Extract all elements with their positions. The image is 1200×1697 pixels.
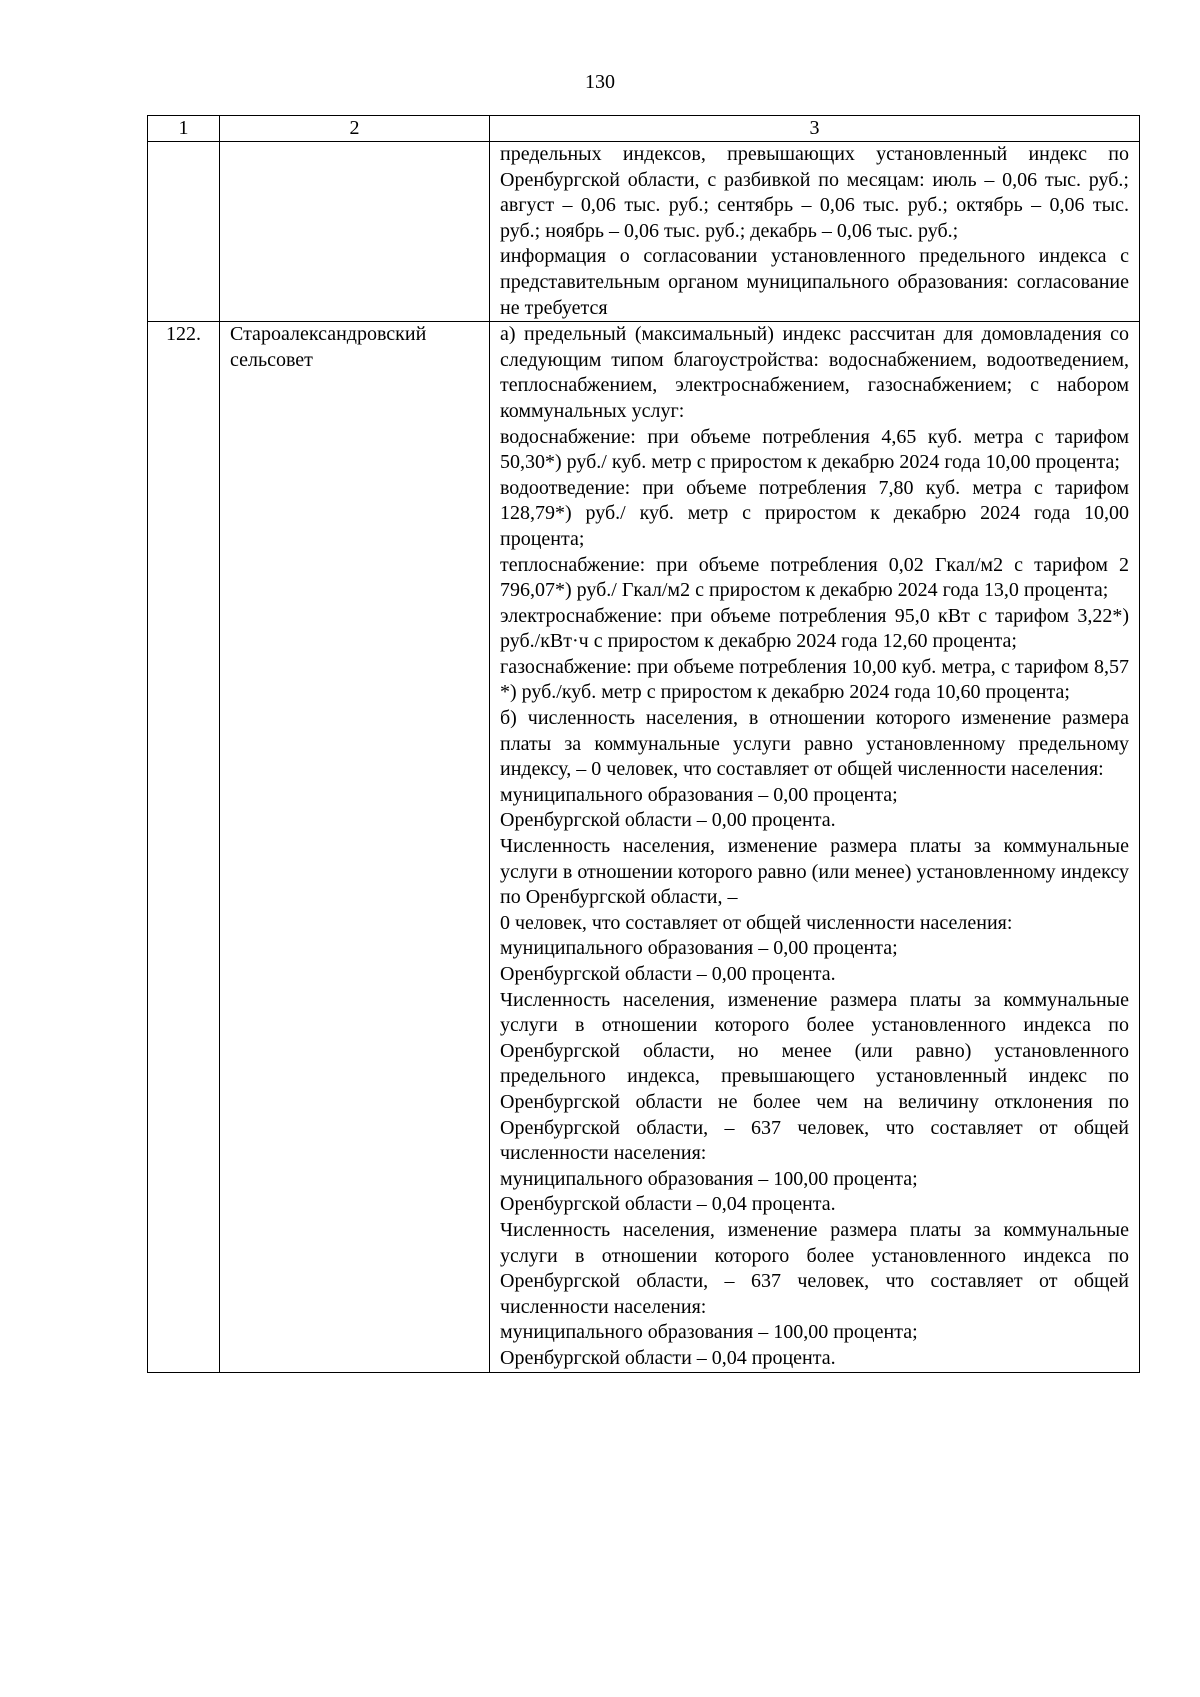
paragraph: б) численность населения, в отношении которого изменение размера платы за коммунальные услуги равно установленному предельному индексу, – 0 человек, что составляет от общей численности населения: xyxy=(500,707,1129,781)
paragraph: электроснабжение: при объеме потребления 95,0 кВт с тарифом 3,22*) руб./кВт·ч с приростом к декабрю 2024 года 12,60 процента; xyxy=(500,604,1129,653)
row-number-cell: 122. xyxy=(148,322,220,1372)
table-row-122 xyxy=(148,322,1140,1372)
paragraph: Оренбургской области – 0,04 процента. xyxy=(500,1346,836,1369)
paragraph: Численность населения, изменение размера платы за коммунальные услуги в отношении которого более установленного индекса по Оренбургской области, но менее (или равно) установленного предельного индекса, превышающего установленный индекс по Оренбургской области не более чем на величину отклонения по Оренбургской области, – 637 человек, что составляет от общей численности населения: xyxy=(500,988,1129,1165)
paragraph: предельных индексов, превышающих установленный индекс по Оренбургской области, с разбивкой по месяцам: июль – 0,06 тыс. руб.; август – 0,06 тыс. руб.; сентябрь – 0,06 тыс. руб.; октябрь – 0,06 тыс. руб.; ноябрь – 0,06 тыс. руб.; декабрь – 0,06 тыс. руб.; xyxy=(500,143,1129,242)
paragraph: теплоснабжение: при объеме потребления 0,02 Гкал/м2 с тарифом 2 796,07*) руб./ Гкал/м2 с приростом к декабрю 2024 года 13,0 процента; xyxy=(500,553,1129,602)
paragraph: Численность населения, изменение размера платы за коммунальные услуги в отношении которого более установленного индекса по Оренбургской области, – 637 человек, что составляет от общей численности населения: xyxy=(500,1218,1129,1318)
header-col-3: 3 xyxy=(490,116,1140,142)
header-col-2: 2 xyxy=(220,116,490,142)
description-cell xyxy=(490,322,1140,1372)
paragraph: Численность населения, изменение размера платы за коммунальные услуги в отношении которого равно (или менее) установленному индексу по Оренбургской области, – xyxy=(500,835,1129,909)
description-cell xyxy=(490,142,1140,322)
header-col-1: 1 xyxy=(148,116,220,142)
paragraph: муниципального образования – 100,00 процента; xyxy=(500,1167,918,1190)
paragraph: информация о согласовании установленного предельного индекса с представительным органом муниципального образования: согласование не требуется xyxy=(500,245,1129,319)
paragraph: муниципального образования – 100,00 процента; xyxy=(500,1321,918,1344)
document-table xyxy=(147,115,1140,1373)
paragraph: Оренбургской области – 0,04 процента. xyxy=(500,1193,836,1216)
paragraph: 0 человек, что составляет от общей численности населения: xyxy=(500,911,1013,934)
page-number: 130 xyxy=(585,71,615,93)
table-header-row xyxy=(148,116,1140,142)
paragraph: водоотведение: при объеме потребления 7,80 куб. метра с тарифом 128,79*) руб./ куб. метр с приростом к декабрю 2024 года 10,00 процента; xyxy=(500,476,1129,550)
row-number-cell xyxy=(148,142,220,322)
municipality-cell: Староалександровский сельсовет xyxy=(220,322,490,1372)
paragraph: Оренбургской области – 0,00 процента. xyxy=(500,963,836,985)
paragraph: газоснабжение: при объеме потребления 10,00 куб. метра, с тарифом 8,57 *) руб./куб. метр с приростом к декабрю 2024 года 10,60 процента; xyxy=(500,655,1129,704)
municipality-cell xyxy=(220,142,490,322)
paragraph: муниципального образования – 0,00 процента; xyxy=(500,783,898,806)
paragraph: муниципального образования – 0,00 процента; xyxy=(500,937,898,960)
table-row-continuation xyxy=(148,142,1140,322)
paragraph: водоснабжение: при объеме потребления 4,65 куб. метра с тарифом 50,30*) руб./ куб. метр с приростом к декабрю 2024 года 10,00 процента; xyxy=(500,425,1129,474)
paragraph: Оренбургской области – 0,00 процента. xyxy=(500,809,836,832)
paragraph: а) предельный (максимальный) индекс рассчитан для домовладения со следующим типом благоустройства: водоснабжением, водоотведением, теплоснабжением, электроснабжением, газоснабжением; с набором коммунальных услуг: xyxy=(500,323,1129,422)
